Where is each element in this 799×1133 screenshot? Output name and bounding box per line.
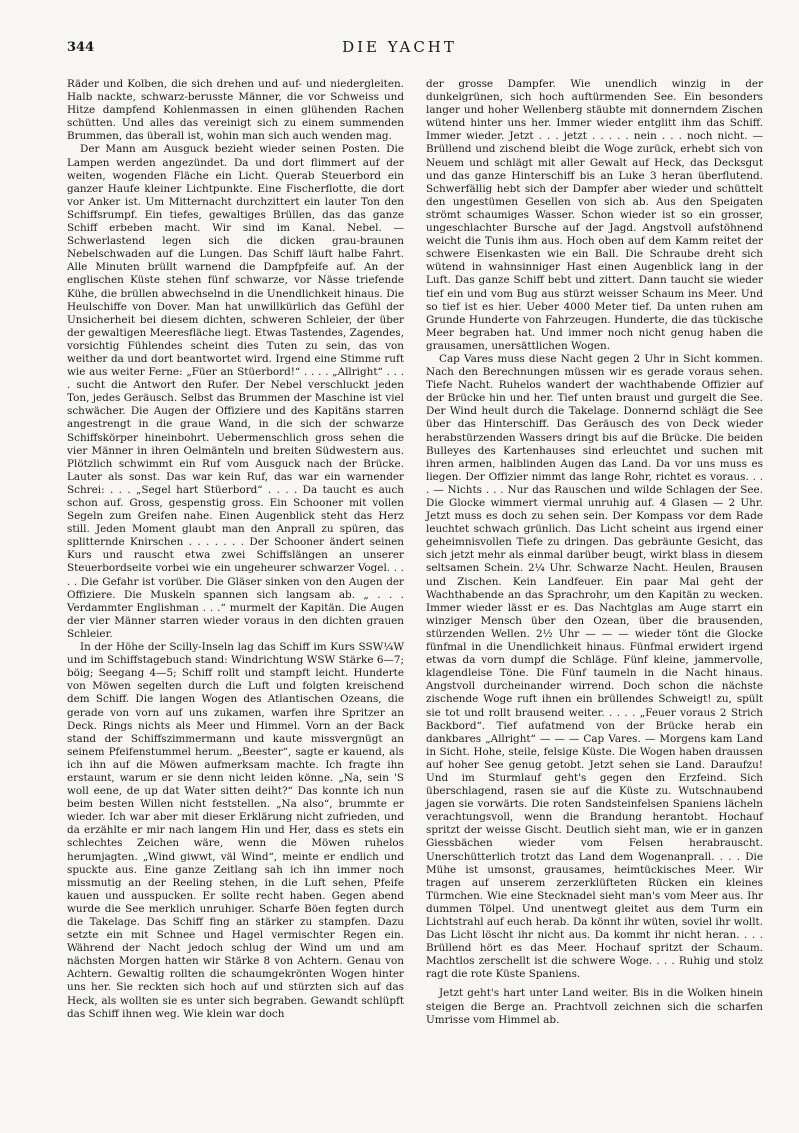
paragraph: Cap Vares muss diese Nacht gegen 2 Uhr in Sicht kommen. Nach den Berechnungen müssen wir es gerade voraus sehen. Tiefe Nacht. Ruhelos wandert der wachthabende Offizier auf der Brücke hin und her. Tief unten braust und gurgelt die See. Der Wind heult durch die Takelage. Donnernd schlägt die See über das Hinterschiff. Das Geräusch des von Deck wieder herabstürzenden Wassers dringt bis auf die Brücke. Die beiden Bulleyes des Kartenhauses sind erleuchtet und suchen mit ihren armen, halblinden Augen das Land. Da vor uns muss es liegen. Der Offizier nimmt das lange Rohr, richtet es voraus. . . . — Nichts . . . Nur das Rauschen und wilde Schlagen der See. Die Glocke wimmert viermal unruhig auf. 4 Glasen — 2 Uhr. Jetzt muss es doch zu sehen sein. Der Kompass vor dem Rade leuchtet schwach grünlich. Das Licht scheint aus irgend einer geheimnisvollen Tiefe zu dringen. Das gebräunte Gesicht, das sich jetzt mehr als einmal darüber beugt, wirkt blass in diesem seltsamen Schein. 2¼ Uhr. Schwarze Nacht. Heulen, Brausen und Zischen. Kein Landfeuer. Ein paar Mal geht der Wachthabende an das Sprachrohr, um den Kapitän zu wecken. Immer wieder lässt er es. Das Nachtglas am Auge starrt ein winziger Mensch über den Ozean, über die brausenden, stürzenden Wellen. 2½ Uhr — — — wieder tönt die Glocke fünfmal in die Unendlichkeit hinaus. Fünfmal erwidert irgend etwas da vorn dumpf die Schläge. Fünf kleine, jammervolle, klagendleise Töne. Die Fünf taumeln in die Nacht hinaus. Angstvoll durcheinander wirrend. Doch schon die nächste zischende Woge ruft ihnen ein brüllendes Schweigt! zu, spült sie tot und rollt brausend weiter. . . . . „Feuer voraus 2 Strich Backbord“. Tief aufatmend von der Brücke herab ein dankbares „Allright“ — — — Cap Vares. — Morgens kam Land in Sicht. Hohe, steile, felsige Küste. Die Wogen haben draussen auf hoher See genug getobt. Jetzt sehen sie Land. Daraufzu! Und im Sturmlauf geht's gegen den Erzfeind. Sich überschlagend, rasen sie auf die Küste zu. Wutschnaubend jagen sie vorwärts. Die roten Sandsteinfelsen Spaniens lächeln verachtungsvoll, wenn die Brandung herantobt. Hochauf spritzt der weisse Gischt. Deutlich sieht man, wie er in ganzen Giessbächen wieder vom Felsen herabrauscht. Unerschütterlich trotzt das Land dem Wogenanprall. . . . Die Mühe ist umsonst, grausames, heimtückisches Meer. Wir tragen auf unserem zerzerklüfteten Rücken ein kleines Türmchen. Wie eine Stecknadel sieht man's vom Meer aus. Ihr dummen Tölpel. Und unentwegt gleitet aus dem Turm ein Lichtstrahl auf euch herab. Da könnt ihr wüten, soviel ihr wollt. Das Licht löscht ihr nicht aus. Da kommt ihr nicht heran. . . . Brüllend hört es das Meer. Hochauf spritzt der Schaum. Machtlos zerschellt ist die schwere Woge. . . . Ruhig und stolz ragt die rote Küste Spaniens. [426,352,763,981]
page-number: 344 [67,40,95,55]
left-column [67,78,404,1021]
running-head-title: DIE YACHT [342,38,457,56]
paragraph: Räder und Kolben, die sich drehen und auf- und niedergleiten. Halb nackte, schwarz-berusste Männer, die vor Schweiss und Hitze dampfend Kohlenmassen in einen glühenden Rachen schütten. Und alles das vereinigt sich zu einem summenden Brummen, das überall ist, wohin man sich auch wenden mag. [67,78,404,143]
paragraph: In der Höhe der Scilly-Inseln lag das Schiff im Kurs SSW¼W und im Schiffstagebuch stand: Windrichtung WSW Stärke 6—7; böig; Seegang 4—5; Schiff rollt und stampft leicht. Hunderte von Möwen segelten durch die Luft und folgten kreischend dem Schiff. Die langen Wogen des Atlantischen Ozeans, die gerade von vorn auf uns zukamen, warfen ihre Spritzer an Deck. Rings nichts als Meer und Himmel. Vorn an der Back stand der Schiffszimmermann und kaute missvergnügt an seinem Pfeifenstummel herum. „Beester“, sagte er kauend, als ich ihn auf die Möwen aufmerksam machte. Ich fragte ihn erstaunt, warum er sie denn nicht leiden könne. „Na, sein 'S woll eene, de up dat Water sitten deiht?“ Das konnte ich nun beim besten Willen nicht feststellen. „Na also“, brummte er wieder. Ich war aber mit dieser Erklärung nicht zufrieden, und da erzählte er mir nach langem Hin und Her, dass es stets ein schlechtes Zeichen wäre, wenn die Möwen ruhelos herumjagten. „Wind giwwt, väl Wind“, meinte er endlich und spuckte aus. Eine ganze Zeitlang sah ich ihn immer noch missmutig an der Reeling stehen, in die Luft sehen, Pfeife kauen und ausspucken. Er sollte recht haben. Gegen abend wurde die See merklich unruhiger. Scharfe Böen fegten durch die Takelage. Das Schiff fing an stärker zu stampfen. Dazu setzte ein mit Schnee und Hagel vermischter Regen ein. Während der Nacht jedoch schlug der Wind um und am nächsten Morgen hatten wir Stärke 8 von Achtern. Genau von Achtern. Gewaltig rollten die schaumgekrönten Wogen hinter uns her. Sie reckten sich hoch auf und stürzten sich auf das Heck, als wollten sie es unter sich begraben. Gewandt schlüpft das Schiff ihnen weg. Wie klein war doch [67,641,404,1020]
paragraph: Der Mann am Ausguck bezieht wieder seinen Posten. Die Lampen werden angezündet. Da und dort flimmert auf der weiten, wogenden Fläche ein Licht. Querab Steuerbord ein ganzer Haufe kleiner Lichtpunkte. Eine Fischerflotte, die dort vor Anker ist. Um Mitternacht durchzittert ein lauter Ton den Schiffsrumpf. Ein tiefes, gewaltiges Brüllen, das das ganze Schiff erbeben macht. Wir sind im Kanal. Nebel. — Schwerlastend legen sich die dicken grau-braunen Nebelschwaden auf die Lungen. Das Schiff läuft halbe Fahrt. Alle Minuten brüllt warnend die Dampfpfeife auf. An der englischen Küste stehen fünf schwarze, vor Nässe triefende Kühe, die brüllen abwechselnd in die Unendlichkeit hinaus. Die Heulschiffe von Dover. Man hat unwillkürlich das Gefühl der Unsicherheit bei diesem dichten, schweren Schleier, der über der gewaltigen Meeresfläche liegt. Etwas Tastendes, Zagendes, vorsichtig Fühlendes scheint dies Tuten zu sein, das von weither da und dort beantwortet wird. Irgend eine Stimme ruft wie aus weiter Ferne: „Füer an Stüerbord!“ . . . . „Allright“ . . . . sucht die Antwort den Rufer. Der Nebel verschluckt jeden Ton, jedes Geräusch. Selbst das Brummen der Maschine ist viel schwächer. Die Augen der Offiziere und des Kapitäns starren angestrengt in die graue Wand, in die sich der schwarze Schiffskörper hineinbohrt. Uebermenschlich gross sehen die vier Männer in ihren Oelmänteln und breiten Südwestern aus. Plötzlich schwimmt ein Ruf vom Ausguck nach der Brücke. Lauter als sonst. Das war kein Ruf, das war ein warnender Schrei: . . . „Segel hart Stüerbord“ . . . . Da taucht es auch schon auf. Gross, gespenstig gross. Ein Schooner mit vollen Segeln zum Greifen nahe. Einen Augenblick steht das Herz still. Jeden Moment glaubt man den Anprall zu spüren, das splitternde Knirschen . . . . . . . Der Schooner ändert seinen Kurs und rauscht etwa zwei Schiffslängen an unserer Steuerbordseite vorbei wie ein ungeheurer schwarzer Vogel. . . . . Die Gefahr ist vorüber. Die Gläser sinken von den Augen der Offiziere. Die Muskeln spannen sich langsam ab. „ . . . Verdammter Englishman . . .“ murmelt der Kapitän. Die Augen der vier Männer starren wieder voraus in den dichten grauen Schleier. [67,143,404,640]
paragraph: der grosse Dampfer. Wie unendlich winzig in der dunkelgrünen, sich hoch auftürmenden See. Ein besonders langer und hoher Wellenberg stäubte mit donnerndem Zischen wütend hinter uns her. Immer wieder entglitt ihm das Schiff. Immer wieder. Jetzt . . . jetzt . . . . . nein . . . noch nicht. — Brüllend und zischend bleibt die Woge zurück, erhebt sich von Neuem und schlägt mit aller Gewalt auf Heck, das Decksgut und das ganze Hinterschiff bis an Luke 3 heran überflutend. Schwerfällig hebt sich der Dampfer aber wieder und schüttelt den ungestümen Gesellen von sich ab. Aus den Speigaten strömt schaumiges Wasser. Schon wieder ist so ein grosser, ungeschlachter Bursche auf der Jagd. Angstvoll aufstöhnend weicht die Tunis ihm aus. Hoch oben auf dem Kamm reitet der schwere Eisenkasten wie ein Ball. Die Schraube dreht sich wütend in wahnsinniger Hast einen Augenblick lang in der Luft. Das ganze Schiff bebt und zittert. Dann taucht sie wieder tief ein und vom Bug aus stürzt weisser Schaum ins Meer. Und so tief ist es hier. Ueber 4000 Meter tief. Da unten ruhen am Grunde Hunderte von Fahrzeugen. Hunderte, die das tückische Meer begraben hat. Und immer noch nicht genug haben die grausamen, unersättlichen Wogen. [426,78,763,352]
right-column [426,78,763,1027]
paragraph: Jetzt geht's hart unter Land weiter. Bis in die Wolken hinein steigen die Berge an. Prachtvoll zeichnen sich die scharfen Umrisse vom Himmel ab. [426,987,763,1026]
